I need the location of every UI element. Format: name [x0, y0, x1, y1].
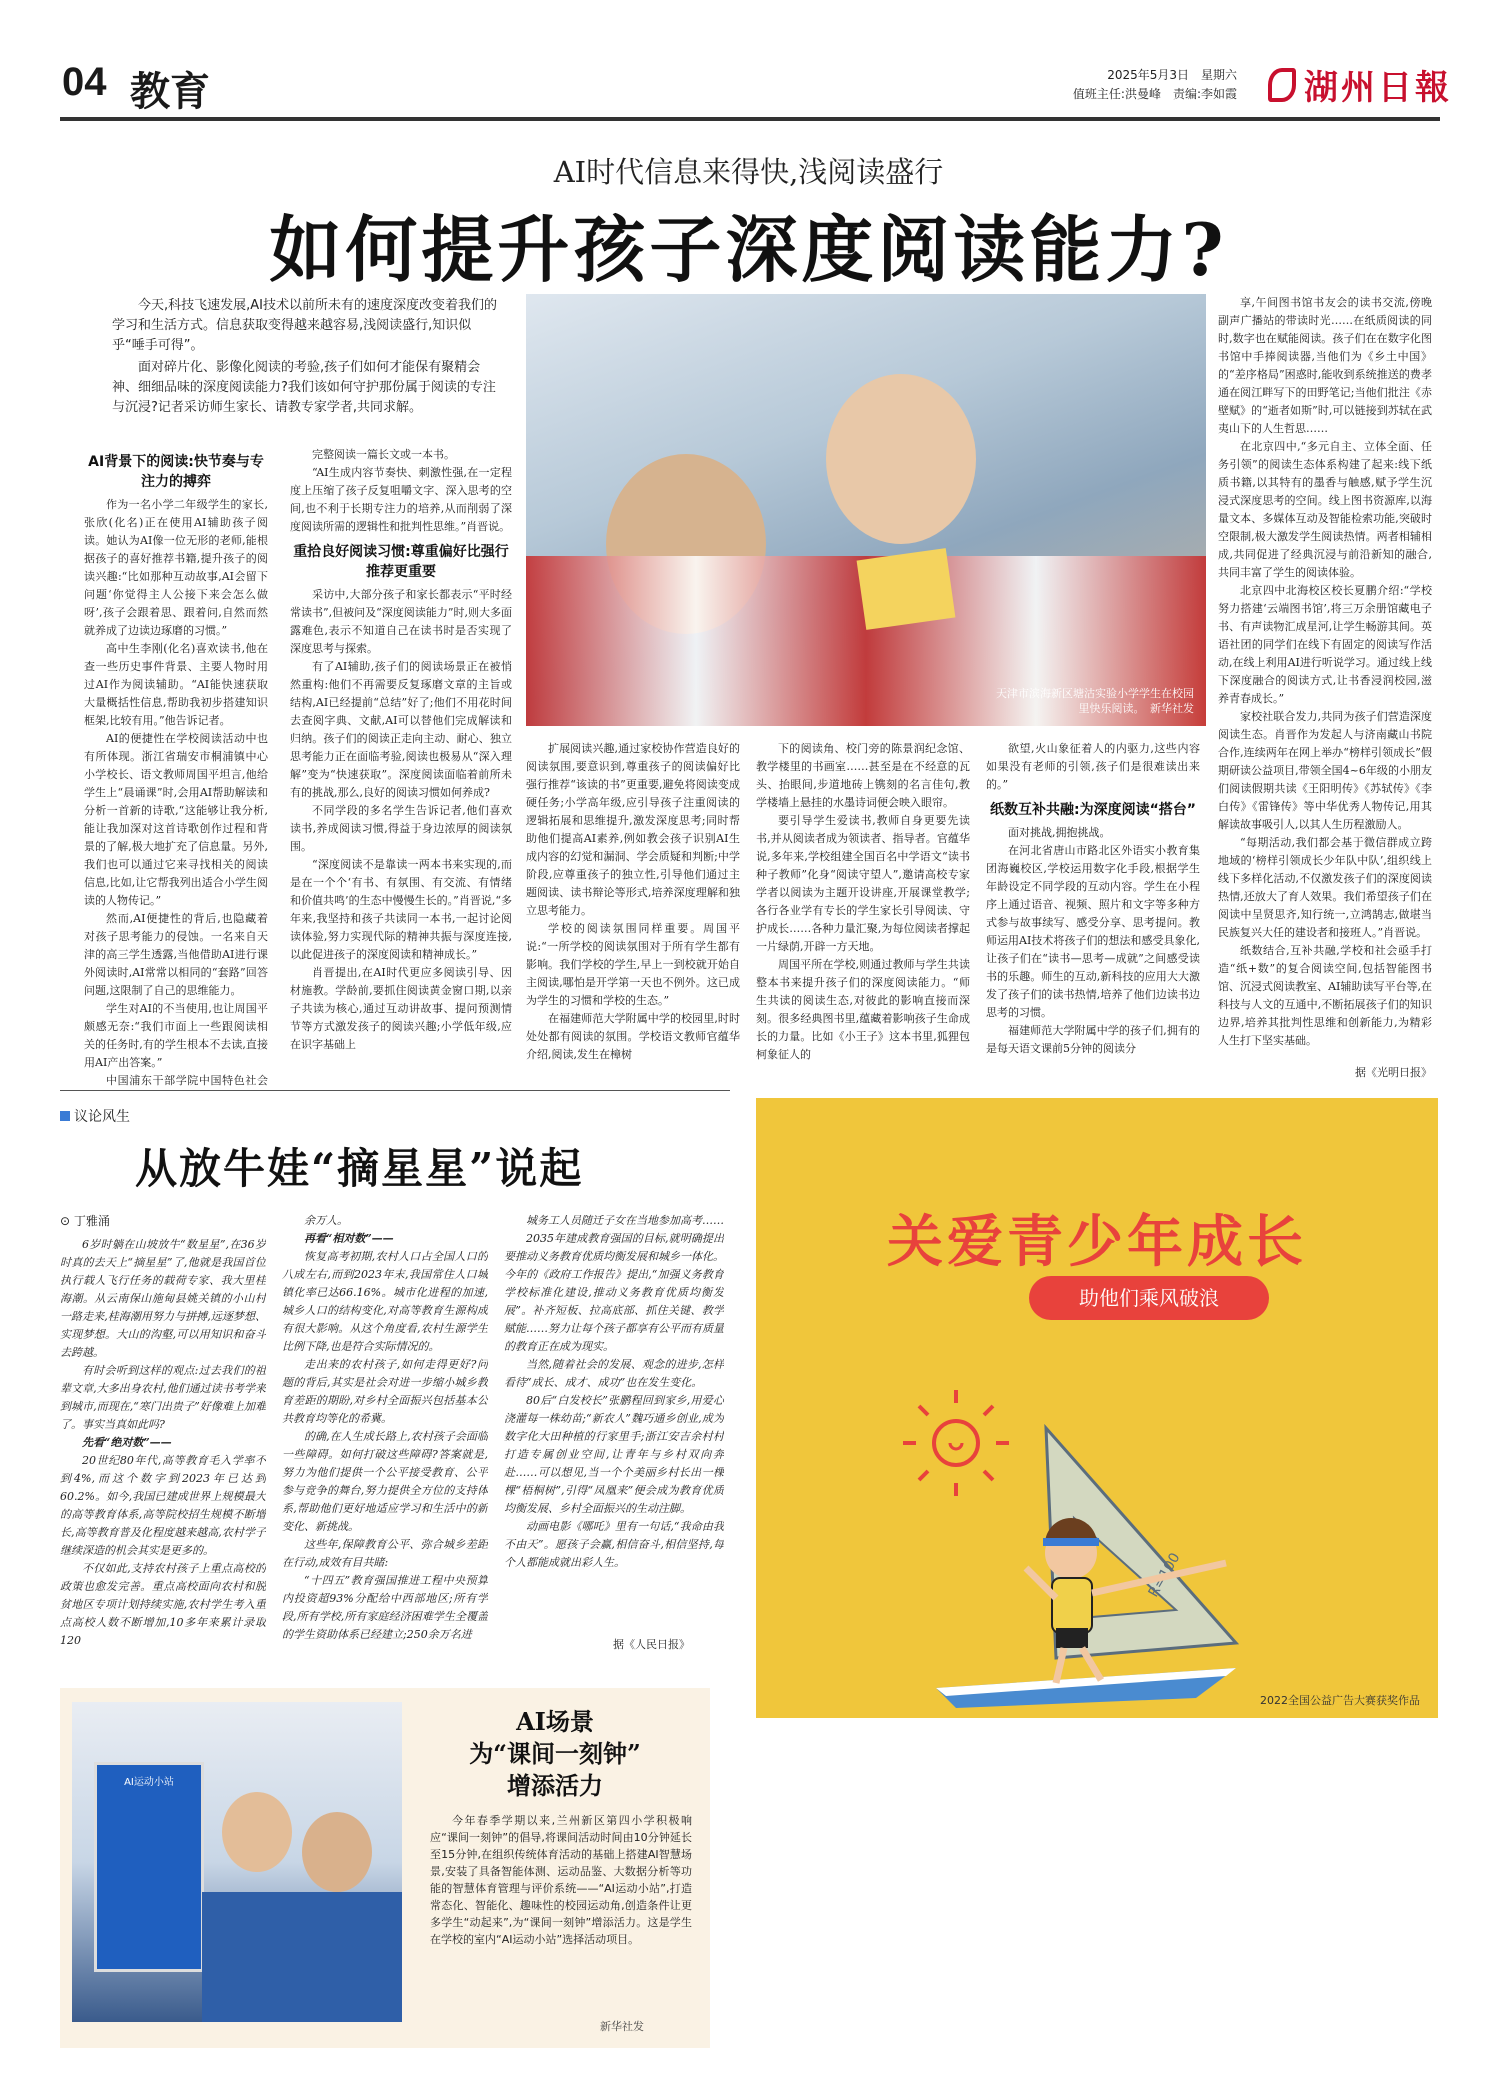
paragraph: 6岁时躺在山坡放牛“数星星”,在36岁时真的去天上“摘星星”了,他就是我国首位执行载人飞行任务的载荷专家、我大里桂海潮。从云南保山施甸县姚关镇的小山村一路走来,桂海潮用努力与拼搏,远逐梦想、实现梦想。大山的沟壑,可以用知识和奋斗去跨越。: [60, 1238, 266, 1359]
paragraph: 北京四中北海校区校长夏鹏介绍:“学校努力搭建‘云端图书馆’,将三万余册馆藏电子书、有声读物汇成星河,让学生畅游其间。英语社团的同学们在线下有固定的阅读写作活动,在线上利用AI进行听说学习。通过线上线下深度融合的阅读方式,让书香浸润校园,滋养青春成长。”: [1218, 584, 1432, 705]
paragraph: 高中生李刚(化名)喜欢读书,他在查一些历史事件背景、主要人物时用过AI作为阅读辅助。“AI能快速获取大量概括性信息,帮助我初步搭建知识框架,比较有用。”他告诉记者。: [84, 642, 268, 727]
paragraph: 在河北省唐山市路北区外语实小教育集团海巍校区,学校运用数字化手段,根据学生年龄设定不同学段的互动内容。学生在小程序上通过语音、视频、照片和文字等多种方式参与故事续写、感受分享、思考提问。教师运用AI技术将孩子们的想法和感受具象化,让孩子们在“读书—思考—成就”之间感受读书的乐趣。师生的互动,新科技的应用大大激发了孩子们的读书热情,培养了他们边读书边思考的习惯。: [986, 844, 1200, 1019]
section-title: 教育: [130, 69, 210, 115]
article-subhead-3: 纸数互补共融:为深度阅读“搭台”: [989, 802, 1196, 818]
paragraph: 80后“白发校长”张鹏程回到家乡,用爱心浇灌每一株幼苗;“新农人”魏巧通乡创业,成为数字化大田种植的行家里手;浙江安吉余村村打造专属创业空间,让青年与乡村双向奔赴……可以想见,当一个个美丽乡村长出一棵棵“梧桐树”,引得“凤凰来”便会成为教育优质均衡发展、乡村全面振兴的生动注脚。: [504, 1394, 724, 1515]
ad-title: 关爱青少年成长: [887, 1210, 1307, 1275]
paragraph: 城务工人员随迁子女在当地参加高考……: [526, 1214, 724, 1227]
paragraph: 有时会听到这样的观点:过去我们的祖辈文章,大多出身农村,他们通过读书考学来到城市,而现在,“寒门出贵子”好像难上加难了。事实当真如此吗?: [60, 1364, 266, 1431]
paragraph-lead: 先看“绝对数”——: [82, 1436, 172, 1449]
opinion-column-1: [60, 1236, 266, 1656]
photo-caption: 天津市滨海新区塘沽实验小学学生在校园里快乐阅读。 新华社发: [996, 687, 1194, 715]
article-subhead-2: 重拾良好阅读习惯:尊重偏好比强行推荐更重要: [293, 544, 509, 580]
opinion-source: 据《人民日报》: [613, 1638, 690, 1651]
header-rule: [60, 117, 1440, 121]
paragraph: 学生对AI的不当使用,也让周国平颇感无奈:“我们市面上一些跟阅读相关的任务时,有的学生根本不去读,直接用AI产出答案。”: [84, 1002, 268, 1069]
ai-feature-text: 今年春季学期以来,兰州新区第四小学积极响应“课间一刻钟”的倡导,将课间活动时间由10分钟延长至15分钟,在组织传统体育活动的基础上搭建AI智慧场景,安装了具备智能体测、运动品鉴、大数据分析等功能的智慧体育管理与评价系统——“AI运动小站”,打造常态化、智能化、趣味性的校园运动角,创造条件让更多学生“动起来”,为“课间一刻钟”增添活力。这是学生在学校的室内“AI运动小站”选择活动项目。: [430, 1814, 692, 1946]
paragraph: 周国平所在学校,则通过教师与学生共读整本书来提升孩子们的深度阅读能力。“师生共读的阅读生态,对彼此的影响直接而深刻。很多经典图书里,蕴藏着影响孩子生命成长的力量。比如《小王子》这本书里,狐狸包柯象征人的: [756, 958, 970, 1061]
opinion-title: 从放牛娃“摘星星”说起: [135, 1144, 584, 1193]
ai-screen: [94, 1762, 204, 1972]
intro-paragraph: 面对碎片化、影像化阅读的考验,孩子们如何才能保有聚精会神、细细品味的深度阅读能力?我们该如何守护那份属于阅读的专注与沉浸?记者采访师生家长、请教专家学者,共同求解。: [112, 360, 496, 415]
paragraph: 余万人。: [304, 1214, 348, 1227]
issue-date: 2025年5月3日 星期六: [1107, 68, 1237, 82]
student-face: [222, 1792, 292, 1872]
paragraph: 这些年,保障教育公平、弥合城乡差距在行动,成效有目共睹:: [282, 1538, 488, 1569]
article-column-2: [290, 446, 512, 1086]
article-intro: [112, 296, 502, 420]
paragraph: 纸数结合,互补共融,学校和社会亟手打造“纸+数”的复合阅读空间,包括智能图书馆、沉浸式阅读教室、AI辅助读写平台等,在科技与人文的互通中,不断拓展孩子们的知识边界,培养其批判性思维和创新能力,为精彩人生打下坚实基础。: [1218, 944, 1432, 1047]
opinion-column-2: [282, 1212, 488, 1656]
ai-feature-box: [60, 1688, 710, 2048]
paragraph: 走出来的农村孩子,如何走得更好?问题的背后,其实是社会对进一步缩小城乡教育差距的期盼,对乡村全面振兴包括基本公共教育均等化的希冀。: [282, 1358, 488, 1425]
author-name: 丁雅涌: [73, 1214, 110, 1228]
paragraph: 享,午间图书馆书友会的读书交流,傍晚副声广播站的带读时光……在纸质阅读的同时,数字也在赋能阅读。孩子们在在数字化图书馆中手捧阅读器,当他们为《乡土中国》的“差序格局”困惑时,能收到系统推送的费孝通在阅江畔写下的田野笔记;当他们批注《赤壁赋》的“逝者如斯”时,可以链接到苏轼在武夷山下的人生哲思……: [1218, 296, 1432, 435]
paper-name: 湖州日報: [1304, 68, 1452, 108]
paragraph: 然而,AI便捷性的背后,也隐藏着对孩子思考能力的侵蚀。一名来自天津的高三学生透露,当他借助AI进行课外阅读时,AI常常以相同的“套路”回答问题,这限制了自己的思维能力。: [84, 912, 268, 997]
paragraph: 完整阅读一篇长文或一本书。: [312, 448, 455, 461]
title-line: AI场景: [516, 1707, 594, 1736]
paragraph: “深度阅读不是靠读一两本书来实现的,而是在一个个‘有书、有氛围、有交流、有情绪和价值共鸣’的生态中慢慢生长的。”肖晋说,“多年来,我坚持和孩子共读同一本书,一起讨论阅读体验,努力实现代际的精神共振与深度连接,以此促进孩子的深度阅读和精神成长。”: [290, 858, 512, 961]
paragraph: 采访中,大部分孩子和家长都表示“平时经常读书”,但被问及“深度阅读能力”时,则大多面露难色,表示不知道自己在读书时是否实现了深度思考与探索。: [290, 588, 512, 655]
ad-illustration: [756, 1098, 1438, 1718]
article-column-3: [526, 740, 740, 1086]
ai-feature-source: 新华社发: [600, 2020, 644, 2033]
paragraph: “AI生成内容节奏快、刺激性强,在一定程度上压缩了孩子反复咀嚼文字、深入思考的空间,也不利于长期专注力的培养,从而削弱了深度阅读所需的逻辑性和批判性思维。”肖晋说。: [290, 466, 512, 533]
paragraph: 当然,随着社会的发展、观念的进步,怎样看待“成长、成才、成功”也在发生变化。: [504, 1358, 724, 1389]
paragraph: 扩展阅读兴趣,通过家校协作营造良好的阅读氛围,要意识到,尊重孩子的阅读偏好比强行推荐“该读的书”更重要,避免将阅读变成硬任务;小学高年级,应引导孩子注重阅读的逻辑拓展和思维提升,激发深度思考;同时帮助他们提高AI素养,例如教会孩子识别AI生成内容的幻觉和漏洞、学会质疑和判断;中学阶段,应尊重孩子的独立性,引导他们通过主题阅读、读书辩论等形式,培养深度理解和独立思考能力。: [526, 742, 740, 917]
article-headline: 如何提升孩子深度阅读能力?: [269, 207, 1228, 292]
opinion-column-3: [504, 1212, 724, 1632]
section-divider: [60, 1090, 730, 1091]
reading-photo: [526, 294, 1206, 726]
paper-logo: [1268, 60, 1452, 109]
paragraph: “每期活动,我们都会基于微信群成立跨地域的‘榜样引领成长少年队中队’,组织线上线下多样化活动,不仅激发孩子们的深度阅读热情,还放大了育人效果。我们希望孩子们在阅读中呈贤思齐,知行统一,立鸿鹄志,做堪当民族复兴大任的建设者和接班人。”肖晋说。: [1218, 836, 1432, 939]
intro-paragraph: 今天,科技飞速发展,AI技术以前所未有的速度深度改变着我们的学习和生活方式。信息获取变得越来越容易,浅阅读盛行,知识似乎“唾手可得”。: [112, 298, 497, 353]
article-subhead-1: AI背景下的阅读:快节奏与专注力的搏弈: [88, 454, 264, 490]
sun-icon: [903, 1390, 1009, 1496]
paragraph: AI的便捷性在学校阅读活动中也有所体现。浙江省瑞安市桐浦镇中心小学校长、语文教师周国平坦言,他给学生上“晨诵课”时,会用AI帮助解读和分析一首新的诗歌,“这能够让我分析,能让我加深对这首诗歌创作过程和背景的了解,极大地扩充了信息量。另外,我们也可以通过它来寻找相关的阅读信息,比如,让它帮我列出适合小学生阅读的人物传记。”: [84, 732, 268, 907]
title-line: 增添活力: [507, 1771, 603, 1800]
paragraph: 的确,在人生成长路上,农村孩子会面临一些障碍。如何打破这些障碍?答案就是,努力为他们提供一个公平接受教育、公平参与竞争的舞台,努力提供全方位的支持体系,帮助他们更好地适应学习和生活中的新变化、新挑战。: [282, 1430, 488, 1533]
paragraph: 有了AI辅助,孩子们的阅读场景正在被悄然重构:他们不再需要反复琢磨文章的主旨或结构,AI已经提前“总结”好了;他们不用花时间去查阅字典、文献,AI可以替他们完成解读和归纳。孩子们的阅读正走向主动、耐心、独立思考能力正在面临考验,阅读也极易从“深入理解”变为“快速获取”。深度阅读面临着前所未有的挑战,那么,良好的阅读习惯如何养成?: [290, 660, 512, 799]
ai-sports-photo: [72, 1702, 402, 2022]
paragraph: 在福建师范大学附属中学的校园里,时时处处都有阅读的氛围。学校语文教师官蕴华介绍,阅读,发生在樟树: [526, 1012, 740, 1061]
paragraph: 在北京四中,“多元自主、立体全面、任务引领”的阅读生态体系构建了起来:线下纸质书籍,以其特有的墨香与触感,赋予学生沉浸式深度思考的空间。线上图书资源库,以海量文本、多媒体互动及智能检索功能,突破时空限制,极大激发学生阅读热情。两者相辅相成,共同促进了经典沉浸与前沿新知的融合,共同丰富了学生的阅读体验。: [1218, 440, 1432, 579]
paragraph: “十四五”教育强国推进工程中央预算内投资超93%分配给中西部地区;所有学段,所有学校,所有家庭经济困难学生全覆盖的学生资助体系已经建立;250余万名进: [282, 1574, 488, 1641]
paragraph: 下的阅读角、校门旁的陈景润纪念馆、教学楼里的书画室……甚至是在不经意的瓦头、抬眼间,步道地砖上镌刻的名言佳句,教学楼墙上悬挂的水墨诗词便会映入眼帘。: [756, 742, 970, 809]
screen-label: AI运动小站: [124, 1777, 174, 1788]
article-kicker: AI时代信息来得快,浅阅读盛行: [553, 155, 944, 189]
paragraph-lead: 再看“相对数”——: [304, 1232, 394, 1245]
student-face: [826, 374, 976, 544]
student-uniforms: [202, 1892, 402, 2022]
book: [857, 548, 956, 630]
paragraph: 不仅如此,支持农村孩子上重点高校的政策也愈发完善。重点高校面向农村和脱贫地区专项计划持续实施,农村学生考入重点高校人数不断增加,10多年来累计录取120: [60, 1562, 266, 1647]
paragraph: 恢复高考初期,农村人口占全国人口的八成左右,而到2023年末,我国常住人口城镇化率已达66.16%。城市化进程的加速,城乡人口的结构变化,对高等教育生源构成有很大影响。从这个角度看,农村生源学生比例下降,也是符合实际情况的。: [282, 1250, 488, 1353]
opinion-tag: [60, 1106, 130, 1126]
paragraph: 作为一名小学二年级学生的家长,张欣(化名)正在使用AI辅助孩子阅读。她认为AI像一位无形的老师,能根据孩子的喜好推荐书籍,提升孩子的阅读兴趣:“比如那种互动故事,AI会留下问题‘你觉得主人公接下来会怎么做呀’,孩子会跟着思、跟着问,自然而然就养成了边读边琢磨的习惯。”: [84, 498, 268, 637]
page-number: 04: [62, 60, 107, 104]
opinion-tag-label: 议论风生: [74, 1109, 130, 1125]
paragraph: 面对挑战,拥抱挑战。: [1008, 826, 1111, 839]
paragraph: 要引导学生爱读书,教师自身更要先读书,并从阅读者成为领读者、指导者。官蕴华说,多年来,学校组建全国百名中学语文“读书种子教师”化身“阅读守望人”,邀请高校专家学者以阅读为主题开设讲座,开展课堂教学;各行各业学有专长的学生家长引导阅读、守护成长……各种力量汇聚,为每位阅读者撑起一片绿荫,开辟一方天地。: [756, 814, 970, 953]
boat-icon: [936, 1668, 1236, 1708]
opinion-author: ⊙ 丁雅涌: [60, 1214, 110, 1228]
ad-credit: 2022全国公益广告大赛获奖作品: [1260, 1694, 1420, 1707]
title-line: 为“课间一刻钟”: [469, 1739, 641, 1768]
article-column-5: [986, 740, 1200, 1086]
ad-subtitle: 助他们乘风破浪: [1029, 1276, 1269, 1320]
paragraph: 2035年建成教育强国的目标,就明确提出要推动义务教育优质均衡发展和城乡一体化。今年的《政府工作报告》提出,“加强义务教育学校标准化建设,推动义务教育优质均衡发展”。补齐短板、拉高底部、抓住关键、教学赋能……努力让每个孩子都享有公平而有质量的教育正在成为现实。: [504, 1232, 724, 1353]
public-service-ad: [756, 1098, 1438, 1718]
article-column-6: [1218, 294, 1432, 1062]
student-face: [302, 1812, 372, 1892]
paragraph: 中国浦东干部学院中国特色社会: [106, 1074, 268, 1086]
paper-logo-icon: [1268, 68, 1296, 102]
paragraph: 20世纪80年代,高等教育毛入学率不到4%,而这个数字到2023年已达到60.2%。如今,我国已建成世界上规模最大的高等教育体系,高等院校招生规模不断增长,高等教育普及化程度越来越高,农村学子继续深造的机会其实是更多的。: [60, 1454, 266, 1557]
article-column-1: [84, 446, 268, 1086]
issue-meta: [1073, 66, 1237, 104]
paragraph: 欲望,火山象征着人的内驱力,这些内容如果没有老师的引领,孩子们是很难读出来的。”: [986, 742, 1200, 791]
paragraph: 家校社联合发力,共同为孩子们营造深度阅读生态。肖晋作为发起人与济南藏山书院合作,连续两年在网上举办“榜样引领成长”假期研读公益项目,带领全国4~6年级的小朋友们阅读假期共读《王阳明传》《苏轼传》《李白传》《雷锋传》等中华优秀人物传记,用其解读故事吸引人,以其人生历程激励人。: [1218, 710, 1432, 831]
article-column-4: [756, 740, 970, 1086]
paragraph: 学校的阅读氛围同样重要。周国平说:“一所学校的阅读氛围对于所有学生都有影响。我们学校的学生,早上一到校就开始自主阅读,哪怕是开学第一天也不例外。这已成为学生的习惯和学校的生态。”: [526, 922, 740, 1007]
square-icon: [60, 1111, 70, 1121]
article-source: 据《光明日报》: [1355, 1066, 1432, 1079]
issue-editors: 值班主任:洪曼峰 责编:李如霞: [1072, 87, 1237, 101]
paragraph: 动画电影《哪吒》里有一句话,“我命由我不由天”。愿孩子会赢,相信奋斗,相信坚持,每个人都能成就出彩人生。: [504, 1520, 724, 1569]
ai-feature-title: [420, 1706, 690, 1802]
paragraph: 肖晋提出,在AI时代更应多阅读引导、因材施教。学龄前,要抓住阅读黄金窗口期,以亲子共读为核心,通过互动讲故事、提问预测情节等方式激发孩子的阅读兴趣;小学低年级,应在识字基础上: [290, 966, 512, 1051]
paragraph: 不同学段的多名学生告诉记者,他们喜欢读书,养成阅读习惯,得益于身边浓厚的阅读氛围。: [290, 804, 512, 853]
paragraph: 福建师范大学附属中学的孩子们,拥有的是每天语文课前5分钟的阅读分: [986, 1024, 1200, 1055]
